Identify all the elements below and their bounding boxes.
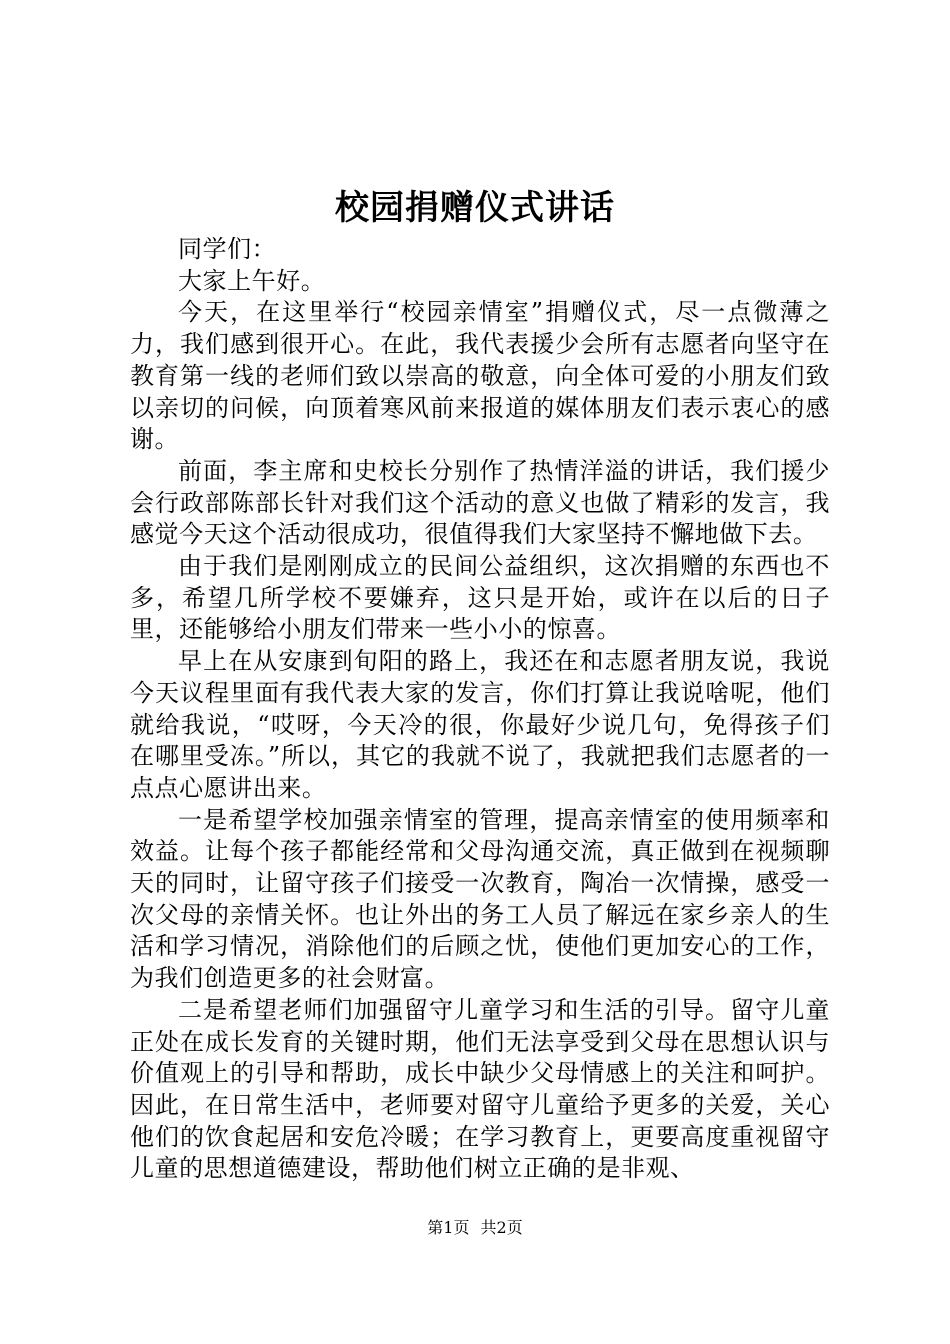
paragraph-opening: 今天，在这里举行“校园亲情室”捐赠仪式，尽一点微薄之力，我们感到很开心。在此，我代表援少会所有志愿者向坚守在教育第一线的老师们致以崇高的敬意，向全体可爱的小朋友们致以亲切的问候，向顶着寒风前来报道的媒体朋友们表示衷心的感谢。 xyxy=(130,298,830,454)
paragraph-greeting: 大家上午好。 xyxy=(178,266,326,295)
page-footer xyxy=(0,1216,950,1240)
paragraph-salutation: 同学们： xyxy=(178,235,277,263)
document-body xyxy=(130,234,830,1185)
paragraph-point-one: 一是希望学校加强亲情室的管理，提高亲情室的使用频率和效益。让每个孩子都能经常和父母沟通交流，真正做到在视频聊天的同时，让留守孩子们接受一次教育，陶冶一次情操，感受一次父母的亲情关怀。也让外出的务工人员了解远在家乡亲人的生活和学习情况，消除他们的后顾之忧，使他们更加安心的工作，为我们创造更多的社会财富。 xyxy=(130,805,830,993)
paragraph-review: 前面，李主席和史校长分别作了热情洋溢的讲话，我们援少会行政部陈部长针对我们这个活动的意义也做了精彩的发言，我感觉今天这个活动很成功，很值得我们大家坚持不懈地做下去。 xyxy=(130,456,830,549)
page-total: 共2页 xyxy=(480,1218,523,1237)
page-number: 第1页 xyxy=(427,1218,470,1237)
paragraph-point-two: 二是希望老师们加强留守儿童学习和生活的引导。留守儿童正处在成长发育的关键时期，他们无法享受到父母在思想认识与价值观上的引导和帮助，成长中缺少父母情感上的关注和呵护。因此，在日常生活中，老师要对留守儿童给予更多的关爱，关心他们的饮食起居和安危冷暖；在学习教育上，更要高度重视留守儿童的思想道德建设，帮助他们树立正确的是非观、 xyxy=(130,995,830,1183)
document-title: 校园捐赠仪式讲话 xyxy=(335,188,615,228)
paragraph-anecdote: 早上在从安康到旬阳的路上，我还在和志愿者朋友说，我说今天议程里面有我代表大家的发言，你们打算让我说啥呢，他们就给我说，“哎呀，今天冷的很，你最好少说几句，免得孩子们在哪里受冻。”所以，其它的我就不说了，我就把我们志愿者的一点点心愿讲出来。 xyxy=(130,647,830,802)
paragraph-donation: 由于我们是刚刚成立的民间公益组织，这次捐赠的东西也不多，希望几所学校不要嫌弃，这只是开始，或许在以后的日子里，还能够给小朋友们带来一些小小的惊喜。 xyxy=(130,552,830,644)
